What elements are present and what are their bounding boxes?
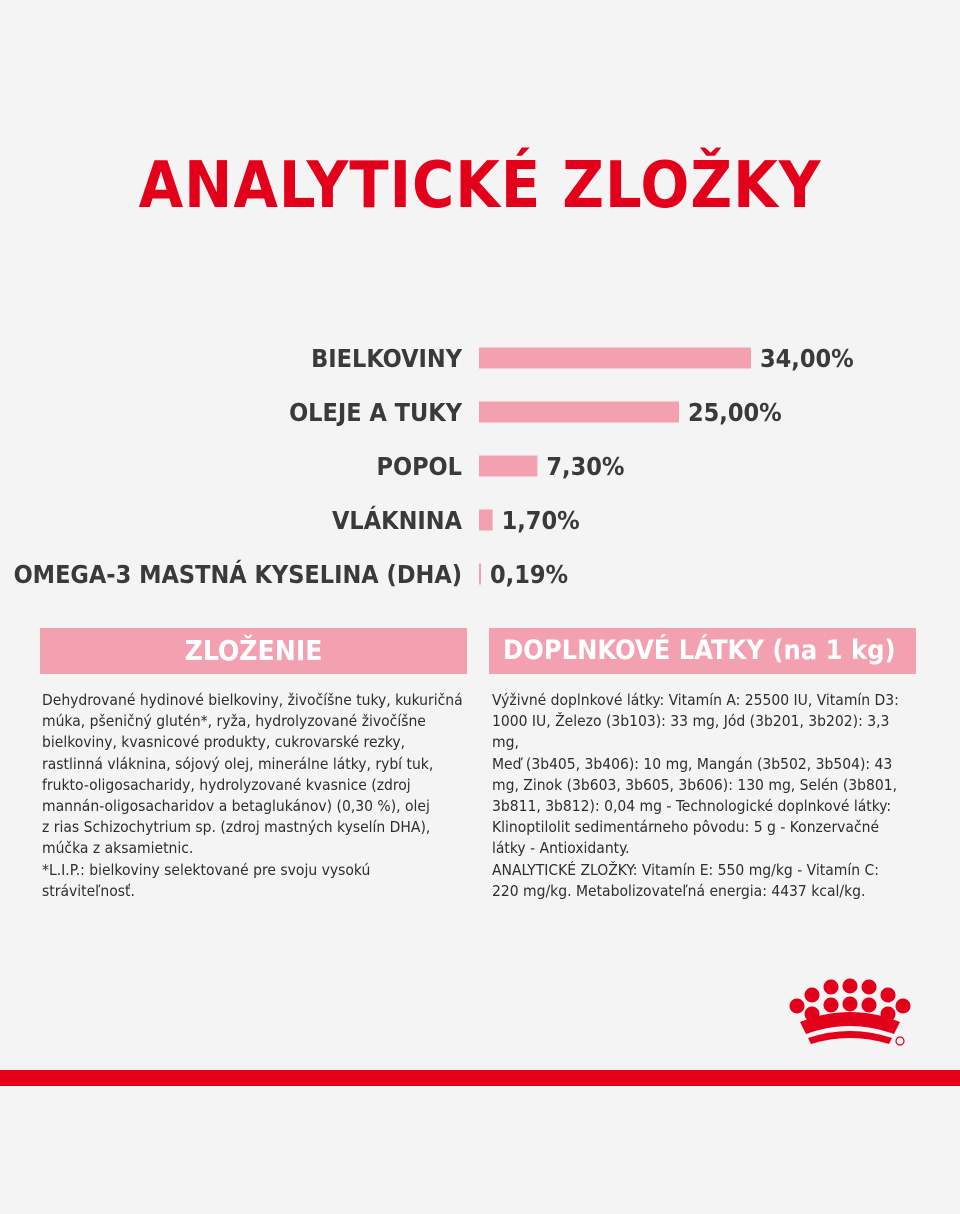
- crown-icon: [788, 978, 912, 1050]
- bar-label: POPOL: [376, 452, 462, 481]
- additives-text: Výživné doplnkové látky: Vitamín A: 25500 IU, Vitamín D3: 1000 IU, Železo (3b103): 33 mg, Jód (3b201, 3b202): 3,3 mg, Meď (3b405, 3b406): 10 mg, Mangán (3b502, 3b504): 43 mg, Zinok (3b603, 3b605, 3b606): 130 mg, Selén (3b801, 3b811, 3b812): 0,04 mg - Technologické doplnkové látky: Klinoptilolit sedimentárneho pôvodu: 5 g - Konzervačné látky - Antioxidanty. ANALYTICKÉ ZLOŽKY: Vitamín E: 550 mg/kg - Vitamín C: 220 mg/kg. Metabolizovateľná energia: 4437 kcal/kg.: [492, 691, 899, 900]
- page-title: ANALYTICKÉ ZLOŽKY: [138, 149, 822, 223]
- composition-header: ZLOŽENIE: [40, 628, 467, 674]
- bar-value-label: 34,00%: [760, 344, 854, 373]
- bar-value-label: 7,30%: [546, 452, 625, 481]
- bar-value-label: 25,00%: [688, 398, 782, 427]
- bar-label: OMEGA-3 MASTNÁ KYSELINA (DHA): [13, 560, 462, 589]
- bar-label: OLEJE A TUKY: [289, 398, 462, 427]
- additives-header: DOPLNKOVÉ LÁTKY (na 1 kg): [489, 628, 916, 674]
- bar-label: VLÁKNINA: [332, 506, 462, 535]
- bar: [479, 348, 751, 369]
- bar-value-label: 1,70%: [501, 506, 580, 535]
- bar: [479, 564, 481, 585]
- bar: [479, 456, 537, 477]
- bar-value-label: 0,19%: [490, 560, 569, 589]
- brand-band: [0, 1070, 960, 1086]
- bar: [479, 402, 679, 423]
- nutrient-bar-chart: [0, 320, 960, 610]
- bar-label: BIELKOVINY: [311, 344, 462, 373]
- composition-text: Dehydrované hydinové bielkoviny, živočíšne tuky, kukuričná múka, pšeničný glutén*, ryža, hydrolyzované živočíšne bielkoviny, kvasnicové produkty, cukrovarské rezky, rastlinná vláknina, sójový olej, minerálne látky, rybí tuk, frukto-oligosacharidy, hydrolyzované kvasnice (zdroj mannán-oligosacharidov a betaglukánov) (0,30 %), olej z rias Schizochytrium sp. (zdroj mastných kyselín DHA), múčka z aksamietnic. *L.I.P.: bielkoviny selektované pre svoju vysokú stráviteľnosť.: [42, 691, 463, 900]
- bar: [479, 510, 493, 531]
